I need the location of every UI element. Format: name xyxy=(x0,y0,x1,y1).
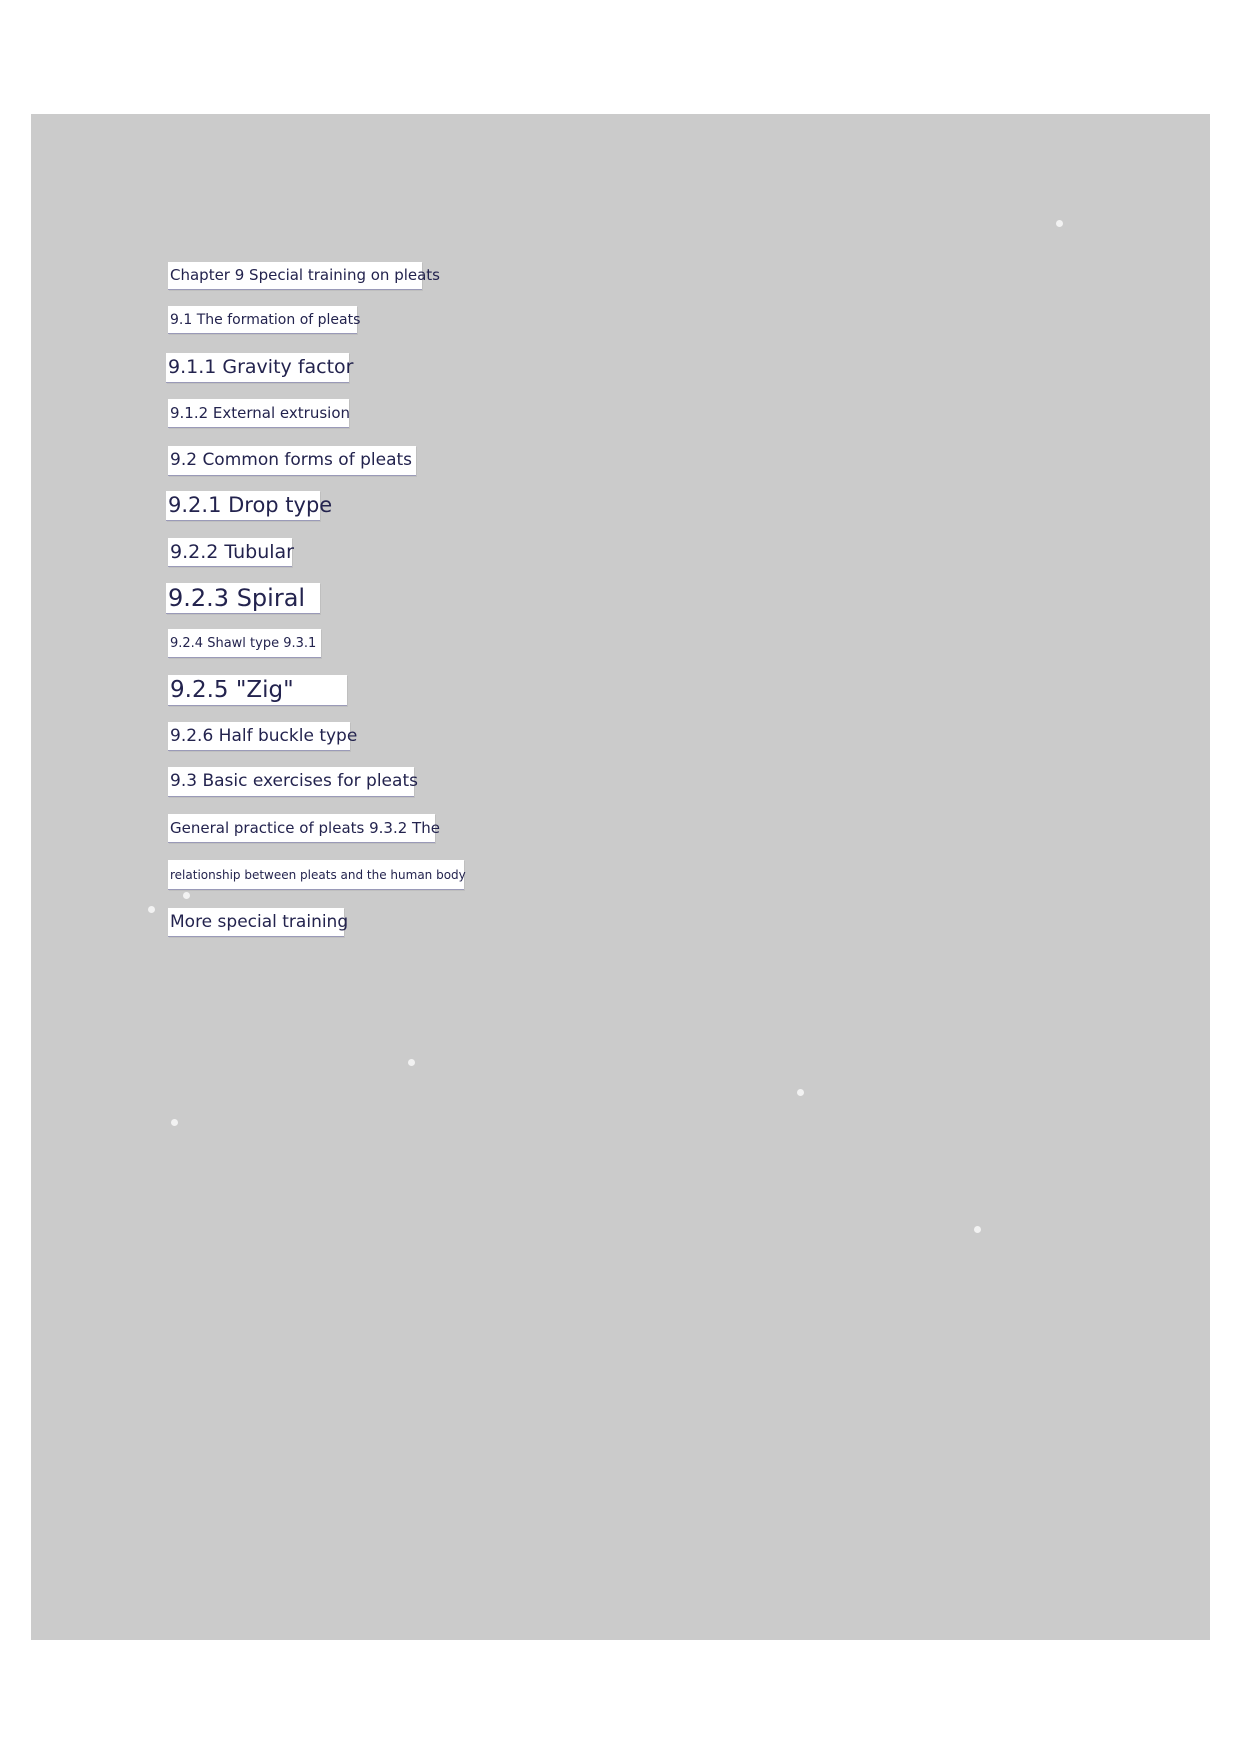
toc-section-9-1-1: 9.1.1 Gravity factor xyxy=(166,353,349,383)
toc-section-9-1: 9.1 The formation of pleats xyxy=(168,306,357,334)
toc-section-9-2-4: 9.2.4 Shawl type 9.3.1 xyxy=(168,629,321,658)
toc-section-9-1-2: 9.1.2 External extrusion xyxy=(168,399,349,428)
speck-dot xyxy=(171,1119,178,1126)
speck-dot xyxy=(974,1226,981,1233)
toc-section-9-2-5: 9.2.5 "Zig" xyxy=(168,675,347,706)
toc-chapter-9-title: Chapter 9 Special training on pleats xyxy=(168,262,422,290)
speck-dot xyxy=(148,906,155,913)
toc-section-9-2: 9.2 Common forms of pleats xyxy=(168,446,416,476)
toc-section-9-2-6: 9.2.6 Half buckle type xyxy=(168,722,350,751)
toc-section-9-2-3: 9.2.3 Spiral xyxy=(166,583,320,614)
toc-section-9-3-2: relationship between pleats and the human body xyxy=(168,860,464,890)
toc-section-9-3-1: General practice of pleats 9.3.2 The xyxy=(168,814,435,843)
speck-dot xyxy=(408,1059,415,1066)
speck-dot xyxy=(1056,220,1063,227)
speck-dot xyxy=(797,1089,804,1096)
toc-more-special-training: More special training xyxy=(168,908,344,937)
toc-section-9-2-1: 9.2.1 Drop type xyxy=(166,491,320,521)
toc-section-9-3: 9.3 Basic exercises for pleats xyxy=(168,767,414,797)
toc-section-9-2-2: 9.2.2 Tubular xyxy=(168,538,292,567)
speck-dot xyxy=(183,892,190,899)
